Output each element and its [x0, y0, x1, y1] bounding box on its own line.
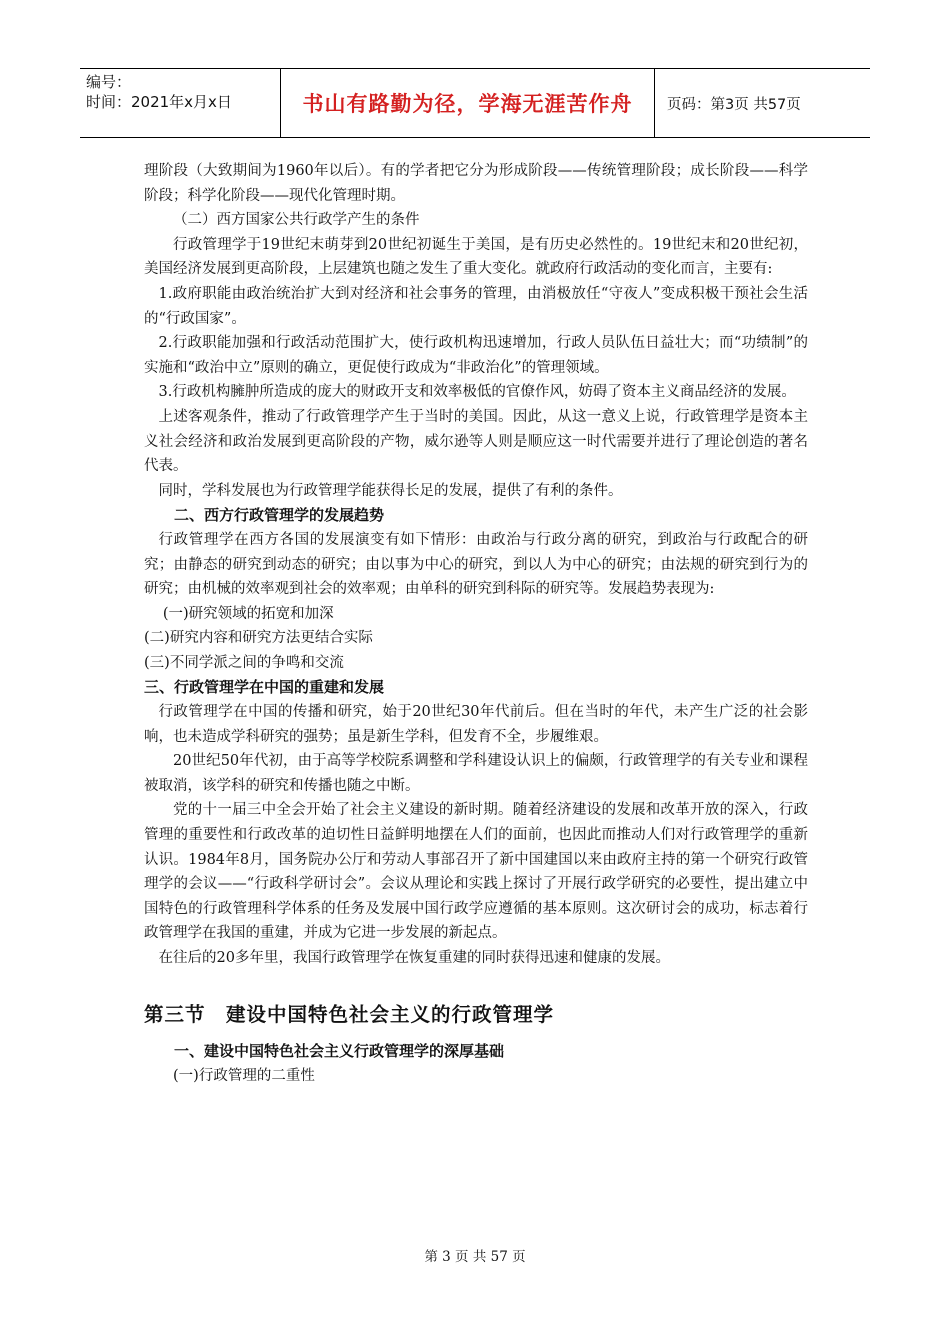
list-item: (一)行政管理的二重性 [173, 1067, 315, 1084]
list-item: (三)不同学派之间的争鸣和交流 [144, 654, 344, 671]
page-header [80, 68, 870, 138]
header-motto-cell [281, 69, 655, 137]
header-page-info: 页码：第3页 共57页 [667, 96, 801, 113]
paragraph: 同时，学科发展也为行政管理学能获得长足的发展，提供了有利的条件。 [158, 482, 623, 499]
header-time-label: 时间：2021年x月x日 [86, 93, 232, 111]
subheading: （二）西方国家公共行政学产生的条件 [173, 212, 420, 229]
list-item: (一)研究领域的拓宽和加深 [162, 605, 334, 622]
list-item: 1.政府职能由政治统治扩大到对经济和社会事务的管理，由消极放任“守夜人”变成积极干预社会生活的“行政国家”。 [144, 285, 808, 327]
header-motto: 书山有路勤为径，学海无涯苦作舟 [302, 92, 633, 116]
heading: 三、行政管理学在中国的重建和发展 [144, 678, 385, 697]
paragraph: 行政管理学在西方各国的发展演变有如下情形：由政治与行政分离的研究，到政治与行政配合的研究；由静态的研究到动态的研究；由以事为中心的研究，到以人为中心的研究；由法规的研究到行为的研究；由机械的效率观到社会的效率观；由单科的研究到科际的研究等。发展趋势表现为: [144, 531, 808, 598]
heading: 二、西方行政管理学的发展趋势 [174, 506, 385, 525]
document-body [144, 159, 808, 1088]
paragraph: 20世纪50年代初，由于高等学校院系调整和学科建设认识上的偏颇，行政管理学的有关专业和课程被取消，该学科的研究和传播也随之中断。 [144, 753, 808, 794]
paragraph: 行政管理学于19世纪末萌芽到20世纪初诞生于美国，是有历史必然性的。19世纪末和20世纪初，美国经济发展到更高阶段，上层建筑也随之发生了重大变化。就政府行政活动的变化而言，主要有: [144, 236, 808, 278]
header-number-label: 编号： [86, 73, 132, 91]
list-item: (二)研究内容和研究方法更结合实际 [144, 630, 373, 647]
page-footer: 第 3 页 共 57 页 [424, 1249, 526, 1265]
header-meta [80, 69, 281, 137]
list-item: 3.行政机构臃肿所造成的庞大的财政开支和效率极低的官僚作风，妨碍了资本主义商品经济的发展。 [158, 384, 796, 401]
section-title: 第三节 建设中国特色社会主义的行政管理学 [144, 1002, 555, 1026]
paragraph: 上述客观条件，推动了行政管理学产生于当时的美国。因此，从这一意义上说，行政管理学是资本主义社会经济和政治发展到更高阶段的产物，威尔逊等人则是顺应这一时代需要并进行了理论创造的著名代表。 [144, 408, 808, 475]
heading: 一、建设中国特色社会主义行政管理学的深厚基础 [174, 1042, 505, 1061]
paragraph: 行政管理学在中国的传播和研究，始于20世纪30年代前后。但在当时的年代，未产生广泛的社会影响，也未造成学科研究的强势；虽是新生学科，但发育不全，步履维艰。 [144, 704, 808, 745]
paragraph: 党的十一届三中全会开始了社会主义建设的新时期。随着经济建设的发展和改革开放的深入，行政管理的重要性和行政改革的迫切性日益鲜明地摆在人们的面前，也因此而推动人们对行政管理学的重新认识。1984年8月，国务院办公厅和劳动人事部召开了新中国建国以来由政府主持的第一个研究行政管理学的会议——“行政科学研讨会”。会议从理论和实践上探讨了开展行政学研究的必要性，提出建立中国特色的行政管理科学体系的任务及发展中国行政学应遵循的基本原则。这次研讨会的成功，标志着行政管理学在我国的重建，并成为它进一步发展的新起点。 [144, 802, 808, 942]
paragraph: 理阶段（大致期间为1960年以后）。有的学者把它分为形成阶段——传统管理阶段；成长阶段——科学阶段；科学化阶段——现代化管理时期。 [144, 163, 808, 204]
paragraph: 在往后的20多年里，我国行政管理学在恢复重建的同时获得迅速和健康的发展。 [158, 950, 670, 966]
list-item: 2.行政职能加强和行政活动范围扩大，使行政机构迅速增加，行政人员队伍日益壮大；而“功绩制”的实施和“政治中立”原则的确立，更促使行政成为“非政治化”的管理领域。 [144, 335, 808, 376]
